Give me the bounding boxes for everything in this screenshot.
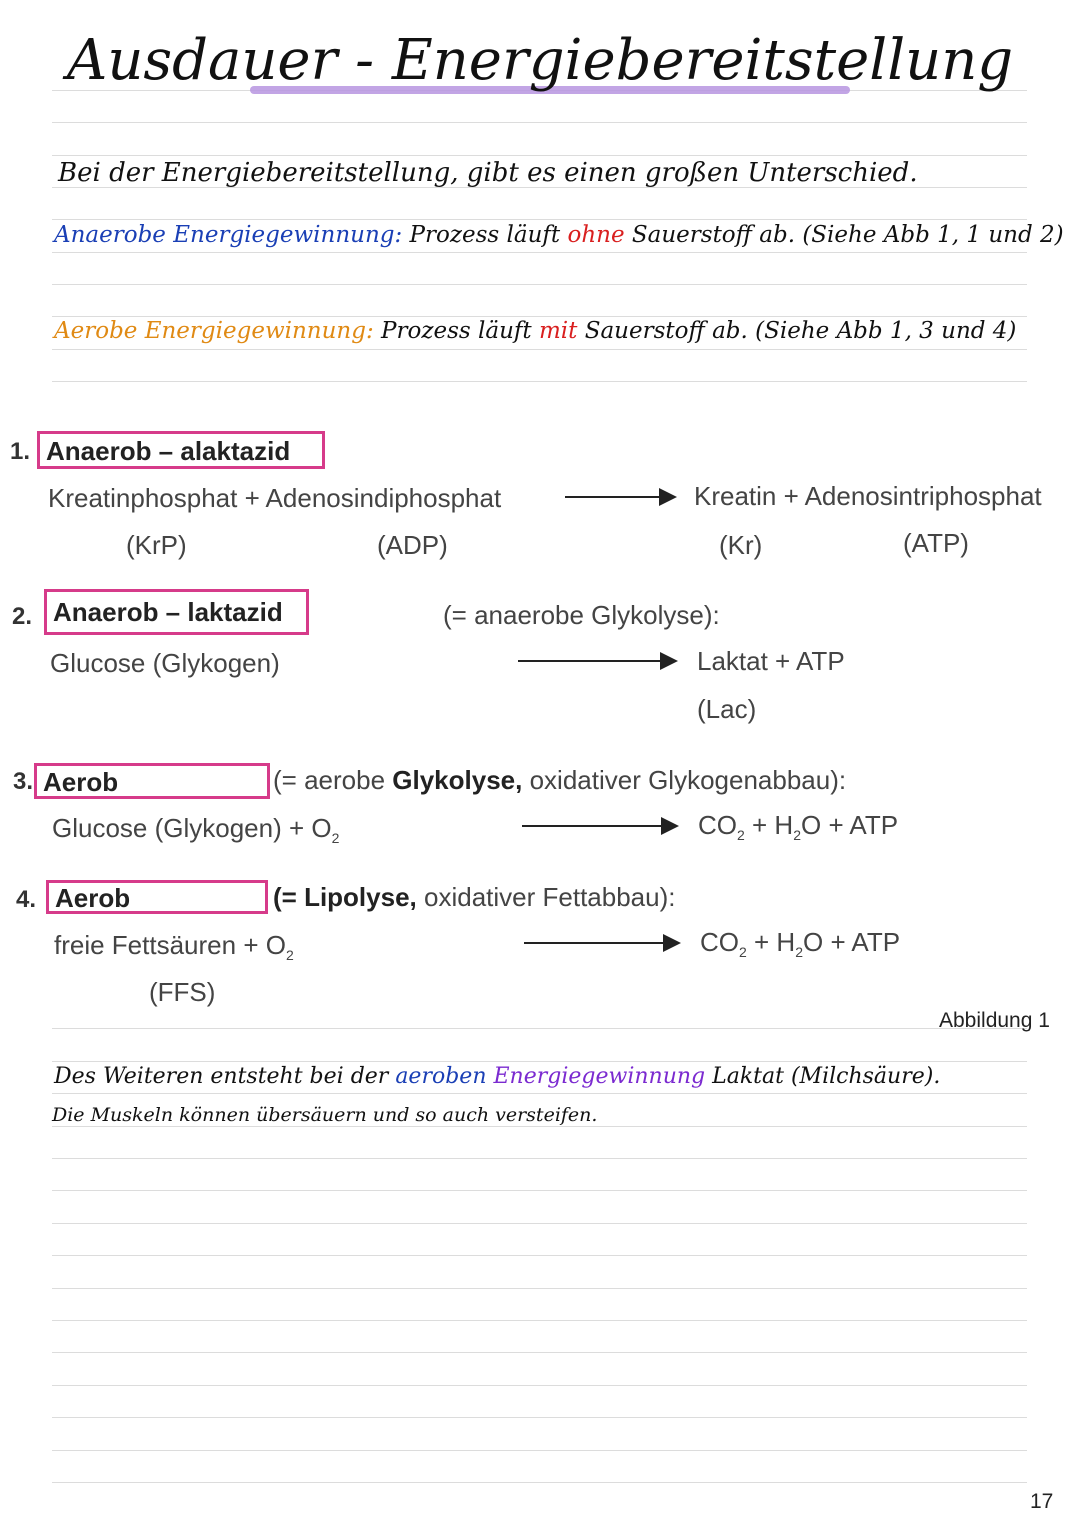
section-4-reactant-text: freie Fettsäuren + O [54, 930, 286, 960]
note-anaerob [54, 222, 1064, 248]
section-3-reactant-text: Glucose (Glykogen) + O [52, 813, 332, 843]
section-3-number: 3. [13, 768, 34, 795]
section-2-reactant: Glucose (Glykogen) [50, 648, 280, 678]
section-4-number: 4. [16, 886, 37, 913]
section-4-abbr-ffs: (FFS) [149, 977, 216, 1007]
figure-caption: Abbildung 1 [939, 1009, 1050, 1032]
section-1-number: 1. [10, 438, 31, 465]
section-2-description: (= anaerobe Glykolyse): [443, 600, 720, 630]
note-aerob [54, 318, 1016, 344]
section-3-product-rest: O + ATP [801, 810, 899, 840]
note-laktat-b: Laktat (Milchsäure). [712, 1064, 941, 1089]
section-1-abbr-krp: (KrP) [126, 530, 187, 560]
section-1-heading: Anaerob – alaktazid [37, 431, 325, 469]
section-1-abbr-kr: (Kr) [719, 530, 763, 560]
section-4-product-rest: O + ATP [803, 927, 901, 957]
section-1-abbr-adp: (ADP) [377, 530, 448, 560]
section-4-desc-b: oxidativer Fettabbau): [424, 882, 676, 912]
note-laktat-aerob: aeroben [395, 1064, 487, 1089]
section-3-reactant-sub: 2 [331, 830, 340, 846]
note-laktat [54, 1064, 940, 1089]
anaerob-text-b: Sauerstoff ab. (Siehe Abb 1, 1 und 2) [631, 222, 1064, 248]
aerob-text-b: Sauerstoff ab. (Siehe Abb 1, 3 und 4) [584, 318, 1017, 344]
section-3-arrow [522, 825, 677, 827]
section-3-desc-bold: Glykolyse, [392, 765, 523, 795]
section-3-desc-b: oxidativer Glykogenabbau): [529, 765, 847, 795]
aerob-label: Aerobe Energiegewinnung: [54, 318, 374, 344]
aerob-mit: mit [538, 318, 578, 344]
anaerob-text-a: Prozess läuft [409, 222, 561, 248]
section-3-product-h: + H [744, 810, 794, 840]
section-4-product-sub-co: 2 [739, 944, 747, 960]
section-4-product-sub-h: 2 [795, 944, 804, 960]
section-3-reactant [52, 813, 339, 846]
section-2-arrow [518, 660, 676, 662]
section-3-description [273, 765, 846, 796]
section-2-heading: Anaerob – laktazid [44, 589, 309, 635]
section-2-abbr-lac: (Lac) [697, 694, 757, 724]
page-title: Ausdauer - Energiebereitstellung [66, 28, 1014, 93]
section-2-number: 2. [12, 603, 33, 630]
section-4-product [700, 927, 900, 960]
section-3-product [698, 810, 898, 843]
section-4-arrow [524, 942, 679, 944]
note-laktat-energie: Energiegewinnung [493, 1064, 706, 1089]
anaerob-label: Anaerobe Energiegewinnung: [54, 222, 403, 248]
section-3-heading: Aerob [34, 763, 270, 799]
section-4-reactant [54, 930, 294, 963]
aerob-text-a: Prozess läuft [381, 318, 532, 344]
note-intro: Bei der Energiebereitstellung, gibt es einen großen Unterschied. [58, 158, 918, 188]
note-muskeln: Die Muskeln können übersäuern und so auch versteifen. [52, 1104, 598, 1126]
anaerob-ohne: ohne [567, 222, 625, 248]
section-4-description [273, 882, 675, 913]
section-3-product-sub-co: 2 [737, 827, 745, 843]
section-3-desc-a: (= aerobe [273, 765, 386, 795]
section-1-reactant: Kreatinphosphat + Adenosindiphosphat [48, 483, 502, 513]
section-3-product-sub-h: 2 [793, 827, 802, 843]
section-4-heading: Aerob [46, 880, 268, 914]
section-4-product-co: CO [700, 927, 739, 957]
section-1-abbr-atp: (ATP) [903, 528, 969, 558]
section-1-arrow [565, 496, 675, 498]
section-4-reactant-sub: 2 [285, 947, 294, 963]
section-4-desc-a: (= Lipolyse, [273, 882, 417, 912]
section-3-product-co: CO [698, 810, 737, 840]
section-2-product: Laktat + ATP [697, 646, 845, 676]
note-laktat-a: Des Weiteren entsteht bei der [54, 1064, 389, 1089]
section-1-product: Kreatin + Adenosintriphosphat [694, 481, 1042, 511]
section-4-product-h: + H [746, 927, 796, 957]
page-number: 17 [1030, 1490, 1054, 1513]
